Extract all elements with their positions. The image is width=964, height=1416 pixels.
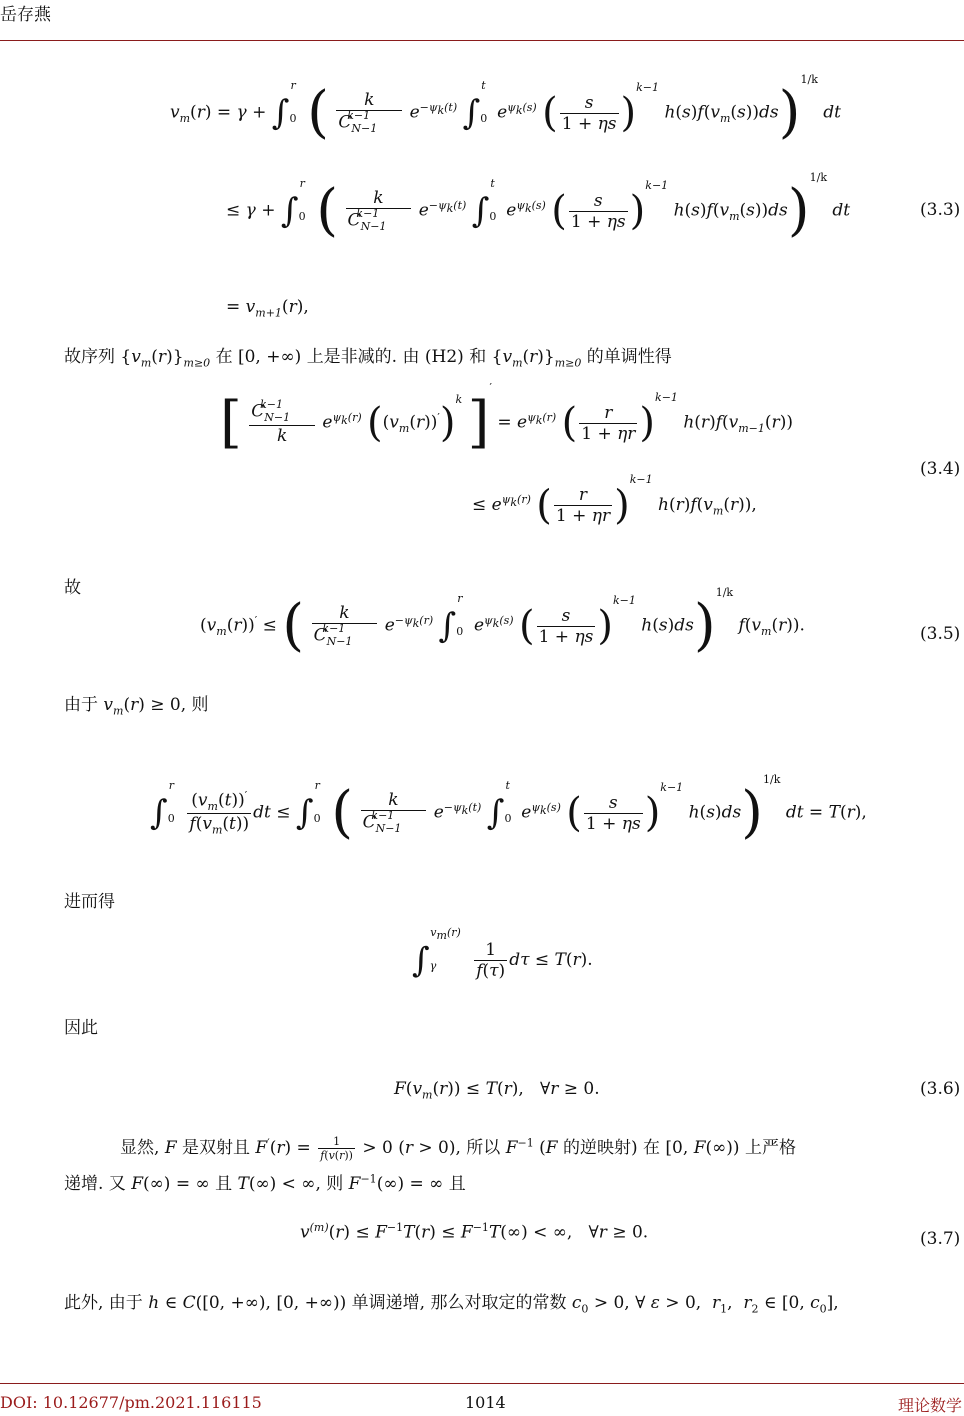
footer-doi-link[interactable]: DOI: 10.12677/pm.2021.116115 xyxy=(0,1393,262,1412)
equation-number-3-5: (3.5) xyxy=(920,624,961,644)
equation-number-3-4: (3.4) xyxy=(920,459,961,479)
equation-3-7: $v^{(m)}(r) \le F^{-1}T(r) \le F^{-1}T(\infty)$ < ∞, ∀r ≥ 0. xyxy=(300,1221,649,1243)
equation-number-3-7: (3.7) xyxy=(920,1229,961,1249)
text-therefore: 因此 xyxy=(64,1018,98,1038)
footer-journal-name: 理论数学 xyxy=(897,1396,962,1415)
footer-rule xyxy=(0,1383,964,1384)
text-since-v-nonneg: 由于 $v_m(r) \ge 0$, 则 xyxy=(64,695,209,718)
text-hence: 进而得 xyxy=(64,892,115,912)
equation-number-3-6: (3.6) xyxy=(920,1079,961,1099)
paragraph-moreover: 此外, 由于 h ∈ C([0, +∞), [0, +∞)) 单调递增, 那么对取定的常数 $c_0 > 0$, ∀ ε > 0, $r_1$, $r_2$ ∈ [0, $c_0$], xyxy=(64,1293,839,1316)
header-author: 岳存燕 xyxy=(0,5,51,25)
equation-3-3-line3: = $v_{m+1}(r)$, xyxy=(226,297,309,320)
equation-3-3-line2: ≤ $\gamma + \int_0^r$ ( $\frac{k}{C_{N-1}^{k-1}}$ $e^{-\psi_k(t)}$ $\int_0^t$ $e^{\psi_k(s)}$ ( $\frac{s}{1 + \eta s}$ )$^{k-1}$ $h(s)f(v_m(s))ds)^{1/k}$ dt xyxy=(226,170,851,243)
paragraph-bijective-line2: 递增. 又 F(∞) = ∞ 且 T(∞) < ∞, 则 $F^{-1}(\infty)$ = ∞ 且 xyxy=(64,1172,466,1194)
header-rule xyxy=(0,40,964,41)
equation-3-4-line1: [ $\frac{C_{N-1}^{k-1}}{k}$ $e^{\psi_k(r)}$ $((v_m(r))')^k$ ]$' = e^{\psi_k(r)}$ ( $\frac{r}{1 + \eta r}$ )$^{k-1}$ $h(r)f(v_{m-1}(r))$ xyxy=(220,380,793,455)
footer-page-number: 1014 xyxy=(465,1393,506,1412)
equation-number-3-3: (3.3) xyxy=(920,200,961,220)
paragraph-bijective-line1: 显然, F 是双射且 F′(r) = $\frac{1}{f(v(r))}$ > 0 (r > 0), 所以 $F^{-1}$ (F 的逆映射) 在 [0, F(∞)) 上严格 xyxy=(120,1135,796,1162)
equation-3-3-line1: $v_m(r) = \gamma + \int_0^r$ ( $\frac{k}{C_{N-1}^{k-1}}$ $e^{-\psi_k(t)}$ $\int_0^t$ $e^{\psi_k(s)}$ ( $\frac{s}{1 + \eta s}$ )$^{k-1}$ $h(s)f(v_m(s))ds)^{1/k}$ dt xyxy=(170,72,841,145)
text-gu: 故 xyxy=(64,578,81,598)
equation-3-4-line2: ≤ $e^{\psi_k(r)}$ ( $\frac{r}{1 + \eta r}$ )$^{k-1}$ $h(r)f(v_m(r))$, xyxy=(472,473,757,529)
equation-integral-gamma: $\int_\gamma^{v_m(r)}$ $\frac{1}{f(\tau)}$ dτ ≤ T(r). xyxy=(412,926,593,981)
equation-3-6: $F(v_m(r)) \le T(r)$, ∀r ≥ 0. xyxy=(394,1079,600,1102)
paragraph-monotone: 故序列 $\{v_m(r)\}_{m\ge 0}$ 在 [0, +∞) 上是非减的. 由 (H2) 和 $\{v_m(r)\}_{m\ge 0}$ 的单调性得 xyxy=(64,347,672,370)
equation-integral-T: $\int_0^r$ $\frac{(v_m(t))'}{f(v_m(t))}$ dt ≤ $\int_0^r$ ( $\frac{k}{C_{N-1}^{k-1}}$ $e^{-\psi_k(t)}$ $\int_0^t$ $e^{\psi_k(s)}$ ( $\frac{s}{1 + \eta s}$ )$^{k-1}$ h(s)ds)$^{1/k}$ dt = T(r), xyxy=(150,772,867,845)
equation-3-5: $(v_m(r))'$ ≤ ( $\frac{k}{C_{N-1}^{k-1}}$ $e^{-\psi_k(r)}$ $\int_0^r$ $e^{\psi_k(s)}$ ( $\frac{s}{1 + \eta s}$ )$^{k-1}$ h(s)ds)$^{1/k}$ $f(v_m(r))$. xyxy=(200,585,805,658)
